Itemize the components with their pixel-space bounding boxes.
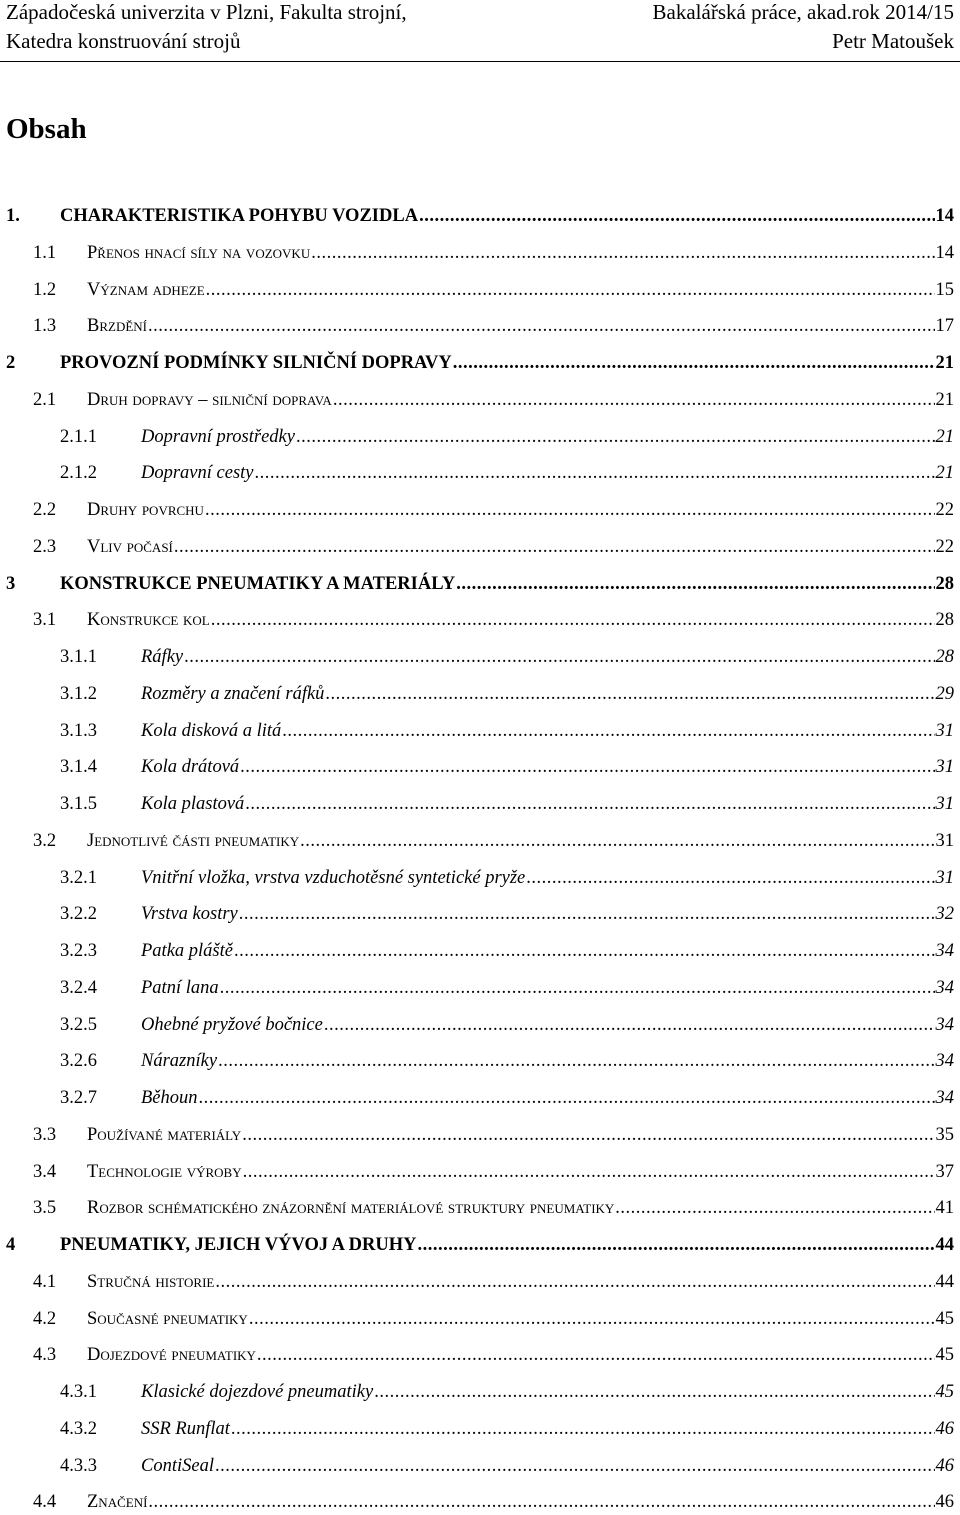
toc-leader-dots bbox=[374, 1379, 934, 1405]
toc-entry-number: 3.1.5 bbox=[60, 794, 97, 814]
toc-entry-page: 34 bbox=[935, 1051, 954, 1072]
toc-entry[interactable] bbox=[0, 534, 960, 560]
toc-entry-number: 4.3 bbox=[33, 1345, 57, 1366]
toc-entry-page: 44 bbox=[935, 1235, 954, 1255]
toc-entry-number: 2.1.1 bbox=[60, 426, 97, 447]
toc-entry-number: 2.3 bbox=[33, 536, 57, 557]
toc-entry-body bbox=[87, 828, 954, 854]
toc-entry-page: 21 bbox=[935, 463, 954, 484]
toc-entry-title: Technologie výroby bbox=[87, 1161, 242, 1182]
toc-entry-page: 45 bbox=[935, 1382, 954, 1402]
toc-entry[interactable] bbox=[0, 1048, 960, 1074]
toc-entry-number: 3.2 bbox=[33, 830, 57, 851]
toc-entry-page: 21 bbox=[935, 353, 954, 373]
toc-entry-number: 3.1.3 bbox=[60, 720, 97, 741]
toc-entry-number: 3.2.2 bbox=[60, 904, 97, 925]
toc-entry-title: CHARAKTERISTIKA POHYBU VOZIDLA bbox=[60, 206, 419, 226]
toc-entry-number: 3.2.5 bbox=[60, 1014, 97, 1035]
toc-entry[interactable] bbox=[0, 607, 960, 633]
toc-entry[interactable] bbox=[0, 1085, 960, 1111]
toc-entry-page: 34 bbox=[935, 941, 954, 961]
toc-leader-dots bbox=[417, 1232, 934, 1258]
toc-entry-body bbox=[60, 203, 954, 229]
toc-entry-number: 2 bbox=[6, 353, 16, 373]
toc-entry-page: 31 bbox=[935, 867, 954, 888]
toc-entry-number: 3.1 bbox=[33, 610, 57, 631]
toc-entry-number: 3.2.7 bbox=[60, 1088, 97, 1108]
toc-entry-number: 2.1 bbox=[33, 389, 57, 410]
toc-entry[interactable] bbox=[0, 1269, 960, 1295]
toc-leader-dots bbox=[243, 1159, 935, 1185]
toc-entry-title: Přenos hnací síly na vozovku bbox=[87, 242, 311, 263]
toc-leader-dots bbox=[206, 277, 935, 303]
toc-entry-title: PNEUMATIKY, JEJICH VÝVOJ A DRUHY bbox=[60, 1235, 417, 1255]
toc-entry-title: SSR Runflat bbox=[141, 1418, 230, 1439]
toc-leader-dots bbox=[255, 460, 935, 486]
toc-leader-dots bbox=[240, 754, 934, 780]
toc-entry-body bbox=[141, 1048, 954, 1074]
toc-entry-title: PROVOZNÍ PODMÍNKY SILNIČNÍ DOPRAVY bbox=[60, 353, 452, 373]
toc-leader-dots bbox=[205, 497, 935, 523]
toc-entry-body bbox=[141, 1085, 954, 1111]
toc-entry-number: 4 bbox=[6, 1235, 16, 1255]
toc-entry-body bbox=[87, 1306, 954, 1332]
toc-entry-number: 4.3.2 bbox=[60, 1418, 97, 1439]
toc-entry-page: 35 bbox=[935, 1124, 954, 1145]
toc-entry[interactable] bbox=[0, 424, 960, 450]
toc-entry-page: 14 bbox=[935, 206, 954, 226]
toc-entry-title: Používané materiály bbox=[87, 1124, 242, 1145]
page-title: Obsah bbox=[6, 113, 87, 145]
toc-entry-page: 34 bbox=[935, 1088, 954, 1108]
toc-entry-title: ContiSeal bbox=[141, 1455, 214, 1476]
toc-entry-page: 31 bbox=[935, 794, 954, 814]
toc-entry-page: 45 bbox=[935, 1308, 954, 1329]
header-department: Katedra konstruování strojů bbox=[6, 29, 241, 53]
toc-entry-page: 21 bbox=[935, 389, 954, 410]
toc-entry-page: 15 bbox=[935, 279, 954, 300]
toc-leader-dots bbox=[220, 975, 935, 1001]
toc-entry-title: Ohebné pryžové bočnice bbox=[141, 1014, 323, 1035]
toc-entry-body bbox=[87, 277, 954, 303]
toc-leader-dots bbox=[211, 607, 935, 633]
toc-entry-number: 1.2 bbox=[33, 279, 57, 300]
toc-entry-body bbox=[141, 460, 954, 486]
toc-entry-number: 3.3 bbox=[33, 1124, 57, 1145]
toc-entry-title: Význam adheze bbox=[87, 279, 205, 300]
toc-entry-number: 3.5 bbox=[33, 1198, 57, 1219]
toc-leader-dots bbox=[325, 681, 934, 707]
toc-entry[interactable] bbox=[0, 681, 960, 707]
toc-entry[interactable] bbox=[0, 571, 960, 597]
toc-entry-body bbox=[141, 718, 954, 744]
toc-entry-number: 3.2.3 bbox=[60, 941, 97, 961]
toc-leader-dots bbox=[242, 1122, 934, 1148]
toc-leader-dots bbox=[174, 534, 935, 560]
toc-entry-title: Nárazníky bbox=[141, 1051, 218, 1072]
toc-entry-body bbox=[60, 350, 954, 376]
toc-entry[interactable] bbox=[0, 1232, 960, 1258]
toc-leader-dots bbox=[184, 644, 934, 670]
toc-entry-page: 46 bbox=[935, 1455, 954, 1476]
toc-leader-dots bbox=[245, 791, 934, 817]
toc-entry-body bbox=[141, 901, 954, 927]
toc-entry-body bbox=[141, 1379, 954, 1405]
toc-entry-title: Dopravní cesty bbox=[141, 463, 254, 484]
toc-entry-body bbox=[87, 1159, 954, 1185]
toc-entry[interactable] bbox=[0, 754, 960, 780]
toc-entry-number: 1. bbox=[6, 206, 20, 226]
toc-entry[interactable] bbox=[0, 938, 960, 964]
toc-entry-page: 28 bbox=[935, 610, 954, 631]
toc-entry-page: 28 bbox=[935, 573, 954, 594]
toc-entry-page: 46 bbox=[935, 1492, 954, 1513]
toc-entry-title: Vnitřní vložka, vrstva vzduchotěsné syntetické pryže bbox=[141, 867, 526, 888]
toc-entry-title: Konstrukce kol bbox=[87, 610, 210, 631]
toc-leader-dots bbox=[215, 1269, 934, 1295]
toc-entry-title: Rozměry a značení ráfků bbox=[141, 683, 325, 704]
toc-entry[interactable] bbox=[0, 865, 960, 891]
toc-entry-body bbox=[141, 424, 954, 450]
toc-entry-number: 4.3.3 bbox=[60, 1455, 97, 1476]
toc-entry-number: 4.2 bbox=[33, 1308, 57, 1329]
toc-entry-body bbox=[141, 1012, 954, 1038]
toc-entry-title: Patka pláště bbox=[141, 941, 233, 961]
toc-leader-dots bbox=[615, 1195, 934, 1221]
toc-leader-dots bbox=[324, 1012, 935, 1038]
toc-entry[interactable] bbox=[0, 828, 960, 854]
toc-leader-dots bbox=[257, 1342, 935, 1368]
toc-entry-number: 1.3 bbox=[33, 316, 57, 337]
toc-entry-body bbox=[141, 865, 954, 891]
toc-entry[interactable] bbox=[0, 497, 960, 523]
toc-entry-page: 21 bbox=[935, 426, 954, 447]
toc-entry-title: Běhoun bbox=[141, 1088, 198, 1108]
toc-entry-title: Klasické dojezdové pneumatiky bbox=[141, 1382, 374, 1402]
toc-entry-number: 3.1.1 bbox=[60, 647, 97, 667]
toc-entry-body bbox=[87, 1195, 954, 1221]
toc-entry[interactable] bbox=[0, 1342, 960, 1368]
toc-entry-number: 2.1.2 bbox=[60, 463, 97, 484]
toc-entry-page: 34 bbox=[935, 977, 954, 998]
toc-entry-body bbox=[87, 387, 954, 413]
toc-entry-body bbox=[87, 313, 954, 339]
toc-entry-page: 32 bbox=[935, 904, 954, 925]
toc-entry-title: Stručná historie bbox=[87, 1271, 215, 1292]
toc-entry-page: 31 bbox=[935, 830, 954, 851]
toc-entry[interactable] bbox=[0, 1453, 960, 1479]
toc-entry[interactable] bbox=[0, 313, 960, 339]
toc-entry-body bbox=[87, 497, 954, 523]
toc-entry-page: 22 bbox=[935, 500, 954, 520]
toc-entry-page: 17 bbox=[935, 316, 954, 337]
toc-leader-dots bbox=[453, 350, 935, 376]
toc-entry[interactable] bbox=[0, 1195, 960, 1221]
toc-entry[interactable] bbox=[0, 277, 960, 303]
toc-entry[interactable] bbox=[0, 975, 960, 1001]
toc-entry-title: Značení bbox=[87, 1492, 148, 1513]
toc-entry-body bbox=[87, 240, 954, 266]
toc-leader-dots bbox=[148, 1489, 934, 1515]
toc-entry-page: 45 bbox=[935, 1345, 954, 1366]
toc-leader-dots bbox=[419, 203, 934, 229]
toc-leader-dots bbox=[148, 313, 935, 339]
toc-entry-body bbox=[141, 1453, 954, 1479]
toc-entry-title: KONSTRUKCE PNEUMATIKY A MATERIÁLY bbox=[60, 573, 456, 594]
toc-entry[interactable] bbox=[0, 203, 960, 229]
toc-entry-body bbox=[87, 1122, 954, 1148]
toc-entry-page: 14 bbox=[935, 242, 954, 263]
toc-entry-body bbox=[87, 534, 954, 560]
toc-entry-page: 31 bbox=[935, 757, 954, 778]
toc-leader-dots bbox=[199, 1085, 935, 1111]
toc-entry-number: 3.2.1 bbox=[60, 867, 97, 888]
toc-leader-dots bbox=[231, 1416, 935, 1442]
toc-entry-number: 4.1 bbox=[33, 1271, 57, 1292]
toc-entry-title: Dojezdové pneumatiky bbox=[87, 1345, 256, 1366]
toc-entry-title: Vliv počasí bbox=[87, 536, 173, 557]
toc-entry-number: 4.3.1 bbox=[60, 1382, 97, 1402]
toc-entry-title: Rozbor schématického znázornění materiálové struktury pneumatiky bbox=[87, 1198, 615, 1219]
toc-entry[interactable] bbox=[0, 1416, 960, 1442]
toc-entry-number: 1.1 bbox=[33, 242, 57, 263]
toc-leader-dots bbox=[215, 1453, 935, 1479]
toc-leader-dots bbox=[282, 718, 934, 744]
toc-entry[interactable] bbox=[0, 240, 960, 266]
toc-entry-body bbox=[87, 1489, 954, 1515]
toc-entry-body bbox=[141, 938, 954, 964]
toc-entry-page: 31 bbox=[935, 720, 954, 741]
toc-entry-number: 3.1.4 bbox=[60, 757, 97, 778]
toc-entry-number: 2.2 bbox=[33, 500, 57, 520]
toc-leader-dots bbox=[311, 240, 934, 266]
toc-entry[interactable] bbox=[0, 1012, 960, 1038]
toc-entry[interactable] bbox=[0, 1379, 960, 1405]
toc-entry-page: 46 bbox=[935, 1418, 954, 1439]
header-university: Západočeská univerzita v Plzni, Fakulta strojní, bbox=[6, 0, 407, 24]
toc-entry-title: Brzdění bbox=[87, 316, 147, 337]
toc-leader-dots bbox=[249, 1306, 935, 1332]
toc-leader-dots bbox=[218, 1048, 934, 1074]
toc-entry-title: Kola disková a litá bbox=[141, 720, 282, 741]
header-thesis-type: Bakalářská práce, akad.rok 2014/15 bbox=[652, 0, 954, 24]
toc-entry-number: 4.4 bbox=[33, 1492, 57, 1513]
toc-entry[interactable] bbox=[0, 1306, 960, 1332]
toc-leader-dots bbox=[526, 865, 934, 891]
toc-entry-title: Jednotlivé části pneumatiky bbox=[87, 830, 300, 851]
toc-entry[interactable] bbox=[0, 644, 960, 670]
toc-entry-page: 29 bbox=[935, 683, 954, 704]
toc-leader-dots bbox=[333, 387, 935, 413]
toc-entry-body bbox=[141, 975, 954, 1001]
toc-entry-title: Kola drátová bbox=[141, 757, 240, 778]
toc-entry-body bbox=[141, 791, 954, 817]
toc-entry[interactable] bbox=[0, 791, 960, 817]
toc-entry-page: 22 bbox=[935, 536, 954, 557]
toc-entry-body bbox=[141, 644, 954, 670]
toc-entry-title: Druh dopravy – silniční doprava bbox=[87, 389, 332, 410]
toc-entry[interactable] bbox=[0, 460, 960, 486]
toc-entry[interactable] bbox=[0, 1489, 960, 1515]
toc-leader-dots bbox=[239, 901, 935, 927]
toc-leader-dots bbox=[456, 571, 934, 597]
toc-entry[interactable] bbox=[0, 1159, 960, 1185]
toc-entry-number: 3.2.4 bbox=[60, 977, 97, 998]
toc-entry-page: 28 bbox=[935, 647, 954, 667]
toc-entry-body bbox=[87, 1269, 954, 1295]
toc-entry-body bbox=[141, 1416, 954, 1442]
toc-entry[interactable] bbox=[0, 350, 960, 376]
toc-entry-page: 37 bbox=[935, 1161, 954, 1182]
toc-entry-number: 3 bbox=[6, 573, 16, 594]
toc-entry-page: 44 bbox=[935, 1271, 954, 1292]
toc-entry-body bbox=[87, 607, 954, 633]
toc-entry-number: 3.1.2 bbox=[60, 683, 97, 704]
toc-entry-body bbox=[60, 1232, 954, 1258]
toc-entry-title: Kola plastová bbox=[141, 794, 245, 814]
toc-entry[interactable] bbox=[0, 1122, 960, 1148]
toc-entry-title: Druhy povrchu bbox=[87, 500, 204, 520]
toc-entry-title: Dopravní prostředky bbox=[141, 426, 295, 447]
toc-entry-body bbox=[60, 571, 954, 597]
toc-entry[interactable] bbox=[0, 718, 960, 744]
toc-entry[interactable] bbox=[0, 387, 960, 413]
toc-entry-title: Vrstva kostry bbox=[141, 904, 238, 925]
toc-leader-dots bbox=[296, 424, 935, 450]
toc-entry-title: Ráfky bbox=[141, 647, 184, 667]
toc-leader-dots bbox=[234, 938, 935, 964]
toc-entry-title: Současné pneumatiky bbox=[87, 1308, 248, 1329]
toc-entry-body bbox=[87, 1342, 954, 1368]
toc-entry[interactable] bbox=[0, 901, 960, 927]
toc-entry-body bbox=[141, 681, 954, 707]
header-author: Petr Matoušek bbox=[832, 29, 954, 53]
toc-entry-page: 41 bbox=[935, 1198, 954, 1219]
toc-entry-page: 34 bbox=[935, 1014, 954, 1035]
toc-entry-number: 3.2.6 bbox=[60, 1051, 97, 1072]
toc-entry-body bbox=[141, 754, 954, 780]
toc-entry-title: Patní lana bbox=[141, 977, 219, 998]
toc-leader-dots bbox=[300, 828, 934, 854]
toc-entry-number: 3.4 bbox=[33, 1161, 57, 1182]
